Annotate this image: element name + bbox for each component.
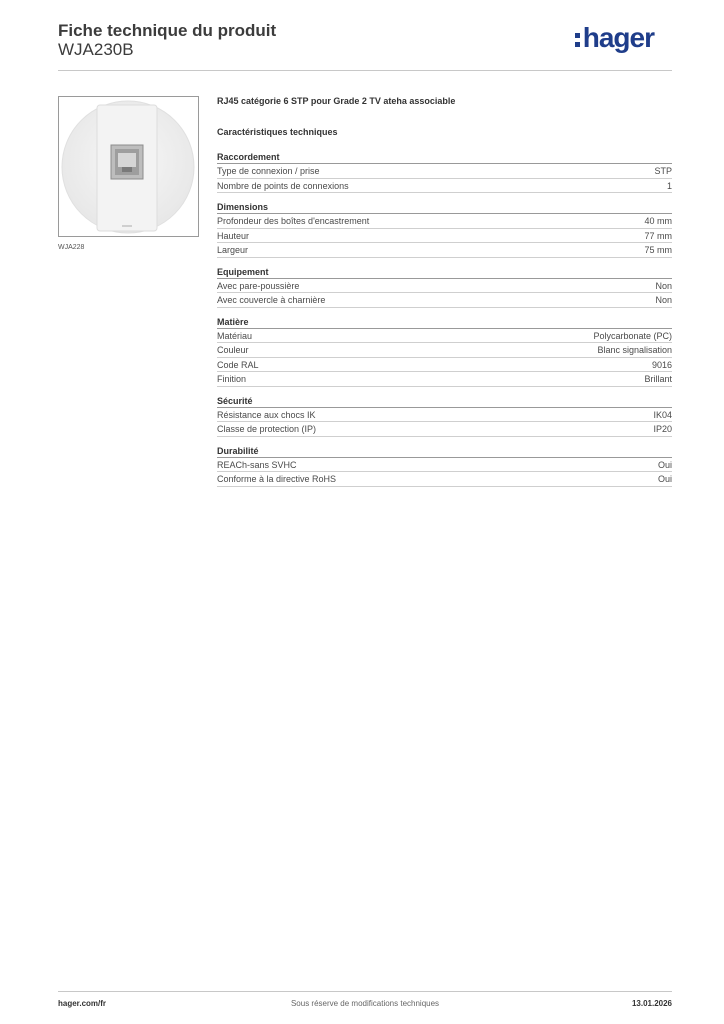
logo-dots-icon bbox=[575, 33, 580, 47]
spec-value: IK04 bbox=[653, 409, 672, 420]
product-reference: WJA230B bbox=[58, 40, 134, 59]
footer-website-link[interactable]: hager.com/fr bbox=[58, 999, 107, 1008]
spec-value: 40 mm bbox=[644, 216, 672, 226]
spec-label: Profondeur des boîtes d'encastrement bbox=[217, 216, 370, 226]
spec-content bbox=[217, 95, 672, 487]
spec-value: 77 mm bbox=[644, 230, 672, 241]
section-title: Raccordement bbox=[217, 150, 672, 164]
spec-row bbox=[217, 229, 672, 244]
spec-label: Conforme à la directive RoHS bbox=[217, 474, 337, 484]
spec-value: IP20 bbox=[653, 424, 672, 434]
spec-label: Résistance aux chocs IK bbox=[217, 409, 316, 420]
spec-value: Non bbox=[655, 295, 672, 305]
spec-value: Non bbox=[655, 280, 672, 291]
section-raccordement bbox=[217, 150, 672, 193]
spec-value: 75 mm bbox=[644, 245, 672, 255]
spec-row bbox=[217, 422, 672, 437]
spec-row bbox=[217, 372, 672, 387]
spec-row bbox=[217, 214, 672, 229]
spec-row bbox=[217, 179, 672, 194]
spec-value: Oui bbox=[657, 474, 672, 484]
spec-row bbox=[217, 279, 672, 294]
spec-label: Code RAL bbox=[217, 359, 259, 370]
section-durabilite bbox=[217, 444, 672, 487]
section-matiere bbox=[217, 315, 672, 387]
spec-row bbox=[217, 293, 672, 308]
section-securite bbox=[217, 394, 672, 437]
spec-value: STP bbox=[654, 166, 672, 176]
spec-row bbox=[217, 164, 672, 179]
spec-row bbox=[217, 358, 672, 373]
section-title: Matière bbox=[217, 315, 672, 329]
section-title: Sécurité bbox=[217, 394, 672, 408]
image-caption: WJA228 bbox=[58, 244, 85, 251]
section-dimensions bbox=[217, 200, 672, 258]
spec-label: Nombre de points de connexions bbox=[217, 180, 349, 191]
product-description: RJ45 catégorie 6 STP pour Grade 2 TV ateha associable bbox=[217, 96, 456, 106]
rj45-socket-image bbox=[59, 97, 198, 236]
spec-row bbox=[217, 343, 672, 358]
spec-row bbox=[217, 243, 672, 258]
spec-label: Avec pare-poussière bbox=[217, 280, 300, 291]
section-equipement bbox=[217, 265, 672, 308]
characteristics-title: Caractéristiques techniques bbox=[217, 127, 338, 137]
section-title: Durabilité bbox=[217, 444, 672, 458]
spec-label: REACh-sans SVHC bbox=[217, 459, 297, 470]
section-title: Equipement bbox=[217, 265, 672, 279]
spec-label: Type de connexion / prise bbox=[217, 166, 320, 176]
page-footer bbox=[58, 991, 672, 1012]
product-image bbox=[58, 96, 199, 237]
spec-value: Polycarbonate (PC) bbox=[593, 330, 672, 341]
hager-logo bbox=[575, 22, 654, 54]
document-title: Fiche technique du produit bbox=[58, 21, 277, 40]
page-header bbox=[58, 20, 672, 71]
spec-row bbox=[217, 472, 672, 487]
section-title: Dimensions bbox=[217, 200, 672, 214]
footer-notice: Sous réserve de modifications techniques bbox=[290, 999, 440, 1008]
spec-label: Matériau bbox=[217, 330, 253, 341]
footer-date: 13.01.2026 bbox=[631, 999, 672, 1008]
spec-value: 9016 bbox=[651, 359, 672, 370]
spec-label: Avec couvercle à charnière bbox=[217, 295, 326, 305]
spec-label: Classe de protection (IP) bbox=[217, 424, 317, 434]
spec-value: 1 bbox=[666, 180, 672, 191]
spec-label: Finition bbox=[217, 374, 247, 384]
spec-label: Couleur bbox=[217, 345, 249, 355]
spec-label: Hauteur bbox=[217, 230, 250, 241]
spec-row bbox=[217, 408, 672, 423]
spec-value: Blanc signalisation bbox=[597, 345, 672, 355]
spec-row bbox=[217, 329, 672, 344]
logo-text: hager bbox=[582, 22, 654, 53]
spec-row bbox=[217, 458, 672, 473]
spec-value: Brillant bbox=[644, 374, 672, 384]
spec-value: Oui bbox=[657, 459, 672, 470]
spec-label: Largeur bbox=[217, 245, 249, 255]
